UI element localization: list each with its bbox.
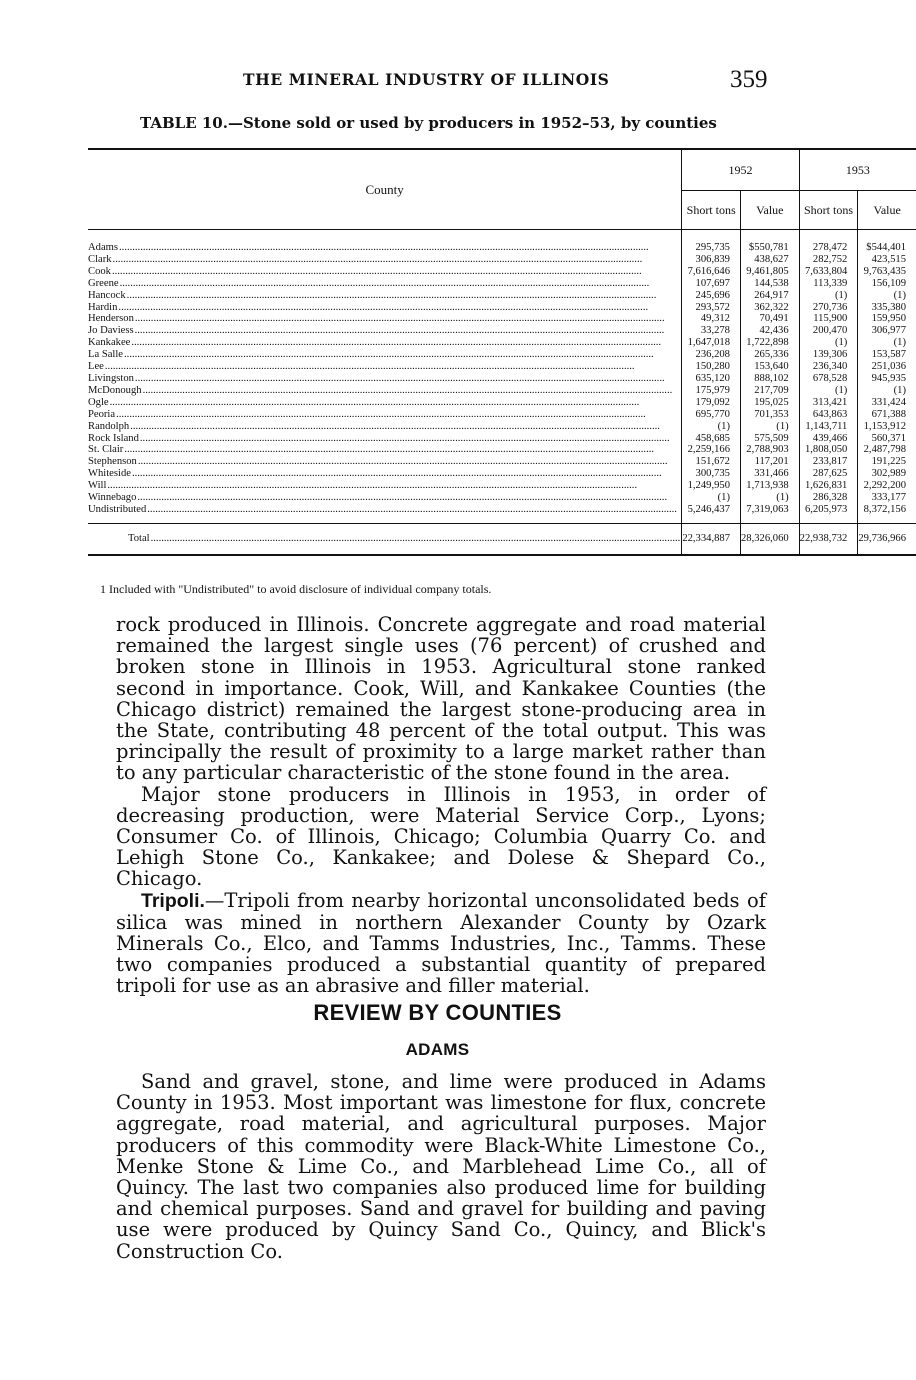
county-subheading: ADAMS xyxy=(405,1040,470,1059)
table-body xyxy=(88,230,916,555)
subheader-value-1952: Value xyxy=(740,191,799,230)
cell-t1953: 233,817 xyxy=(799,456,858,468)
table-row xyxy=(88,504,916,523)
table-row xyxy=(88,492,916,504)
cell-t1952: 300,735 xyxy=(682,468,741,480)
county-name: Stephenson........................................................................................................................................................................................................ xyxy=(88,456,668,468)
cell-v1953: $544,401 xyxy=(858,230,916,254)
review-paragraph-adams: Sand and gravel, stone, and lime were produced in Adams County in 1953. Most important was limestone for flux, concrete aggregate, road material, and agricultural purposes. Major producers of this commodity were Black-White Limestone Co., Menke Stone & Lime Co., and Marblehead Lime Co., all of Quincy. The last two companies also produced lime for building and chemical purposes. Sand and gravel for building and paving use were produced by Quincy Sand Co., Quincy, and Blick's Construction Co. xyxy=(116,1070,766,1263)
cell-t1953: 643,863 xyxy=(799,409,858,421)
cell-v1953: 945,935 xyxy=(858,373,916,385)
total-t1952: 22,334,887 xyxy=(682,523,741,555)
table-title: TABLE 10.—Stone sold or used by producers in 1952–53, by counties xyxy=(140,114,717,132)
table-row xyxy=(88,254,916,266)
total-t1953: 22,938,732 xyxy=(799,523,858,555)
cell-v1952: 70,491 xyxy=(740,313,799,325)
cell-v1953: 9,763,435 xyxy=(858,266,916,278)
table-row xyxy=(88,409,916,421)
cell-t1952: 33,278 xyxy=(682,325,741,337)
stone-table xyxy=(88,148,916,556)
cell-v1952: 331,466 xyxy=(740,468,799,480)
table-footnote: 1 Included with "Undistributed" to avoid disclosure of individual company totals. xyxy=(100,582,492,596)
cell-t1953: 1,626,831 xyxy=(799,480,858,492)
cell-t1952: 295,735 xyxy=(682,230,741,254)
cell-v1953: 153,587 xyxy=(858,349,916,361)
cell-t1952: 150,280 xyxy=(682,361,741,373)
cell-v1952: (1) xyxy=(740,421,799,433)
cell-t1952: (1) xyxy=(682,421,741,433)
cell-v1953: (1) xyxy=(858,290,916,302)
cell-v1953: 159,950 xyxy=(858,313,916,325)
table-row xyxy=(88,266,916,278)
county-name: McDonough........................................................................................................................................................................................................ xyxy=(88,384,673,396)
cell-t1953: 113,339 xyxy=(799,278,858,290)
review-text xyxy=(116,1071,766,1262)
body-paragraph-1: rock produced in Illinois. Concrete aggregate and road material remained the largest single uses (76 percent) of crushed and broken stone in Illinois in 1953. Agricultural stone ranked second in importance. Cook, Will, and Kankakee Counties (the Chicago district) remained the largest stone-producing area in the State, contributing 48 percent of the total output. This was principally the result of proximity to a large market rather than to any particular characteristic of the stone found in the area. xyxy=(116,613,766,785)
county-name: Ogle........................................................................................................................................................................................................ xyxy=(88,396,640,408)
cell-v1953: 2,487,798 xyxy=(858,444,916,456)
cell-v1953: 423,515 xyxy=(858,254,916,266)
total-v1952: 28,326,060 xyxy=(740,523,799,555)
county-name: Undistributed........................................................................................................................................................................................................ xyxy=(88,503,677,515)
cell-t1953: 439,466 xyxy=(799,433,858,445)
table-row xyxy=(88,325,916,337)
cell-t1953: 282,752 xyxy=(799,254,858,266)
body-text xyxy=(116,614,766,997)
table-row xyxy=(88,349,916,361)
cell-v1952: 144,538 xyxy=(740,278,799,290)
table-row xyxy=(88,421,916,433)
cell-t1952: 306,839 xyxy=(682,254,741,266)
total-v1953: 29,736,966 xyxy=(858,523,916,555)
county-name: Rock Island........................................................................................................................................................................................................ xyxy=(88,432,670,444)
cell-t1953: 287,625 xyxy=(799,468,858,480)
cell-t1952: 2,259,166 xyxy=(682,444,741,456)
table-row xyxy=(88,313,916,325)
table-row xyxy=(88,468,916,480)
cell-v1953: 560,371 xyxy=(858,433,916,445)
cell-t1953: 286,328 xyxy=(799,492,858,504)
tripoli-lead: Tripoli. xyxy=(141,889,205,912)
cell-t1953: (1) xyxy=(799,290,858,302)
cell-t1953: 6,205,973 xyxy=(799,504,858,523)
county-name: Lee........................................................................................................................................................................................................ xyxy=(88,361,635,373)
cell-v1953: 333,177 xyxy=(858,492,916,504)
cell-t1953: 1,143,711 xyxy=(799,421,858,433)
cell-t1953: 139,306 xyxy=(799,349,858,361)
cell-v1953: (1) xyxy=(858,385,916,397)
cell-v1952: 264,917 xyxy=(740,290,799,302)
county-name: Livingston........................................................................................................................................................................................................ xyxy=(88,372,665,384)
cell-t1953: 7,633,804 xyxy=(799,266,858,278)
body-paragraph-2: Major stone producers in Illinois in 1953, in order of decreasing production, were Material Service Corp., Lyons; Consumer Co. of Illinois, Chicago; Columbia Quarry Co. and Lehigh Stone Co., Kankakee; and Dolese & Shepard Co., Chicago. xyxy=(116,782,766,891)
cell-v1953: 331,424 xyxy=(858,397,916,409)
cell-v1953: (1) xyxy=(858,337,916,349)
cell-v1952: 195,025 xyxy=(740,397,799,409)
cell-t1952: 175,979 xyxy=(682,385,741,397)
cell-v1953: 8,372,156 xyxy=(858,504,916,523)
cell-t1953: 1,808,050 xyxy=(799,444,858,456)
table-row xyxy=(88,290,916,302)
table-row xyxy=(88,444,916,456)
cell-v1953: 306,977 xyxy=(858,325,916,337)
cell-v1952: 117,201 xyxy=(740,456,799,468)
county-name: Hardin........................................................................................................................................................................................................ xyxy=(88,301,649,313)
cell-v1952: 1,713,938 xyxy=(740,480,799,492)
running-head xyxy=(0,66,875,94)
county-name: Greene........................................................................................................................................................................................................ xyxy=(88,277,650,289)
table-row xyxy=(88,230,916,254)
table-row xyxy=(88,337,916,349)
county-name: Kankakee........................................................................................................................................................................................................ xyxy=(88,337,662,349)
cell-v1952: 42,436 xyxy=(740,325,799,337)
table-row xyxy=(88,302,916,314)
cell-t1952: 49,312 xyxy=(682,313,741,325)
cell-t1952: 179,092 xyxy=(682,397,741,409)
year-header-1953: 1953 xyxy=(799,149,916,191)
cell-v1952: 2,788,903 xyxy=(740,444,799,456)
table-row xyxy=(88,397,916,409)
cell-v1952: $550,781 xyxy=(740,230,799,254)
county-name: Cook........................................................................................................................................................................................................ xyxy=(88,265,642,277)
year-header-1952: 1952 xyxy=(682,149,799,191)
cell-t1953: 313,421 xyxy=(799,397,858,409)
county-name: Will........................................................................................................................................................................................................ xyxy=(88,480,638,492)
county-name: St. Clair........................................................................................................................................................................................................ xyxy=(88,444,655,456)
county-name: Randolph........................................................................................................................................................................................................ xyxy=(88,420,660,432)
cell-v1952: (1) xyxy=(740,492,799,504)
cell-v1952: 701,353 xyxy=(740,409,799,421)
county-name: Adams........................................................................................................................................................................................................ xyxy=(88,242,649,253)
cell-v1953: 302,989 xyxy=(858,468,916,480)
cell-v1952: 438,627 xyxy=(740,254,799,266)
section-heading: REVIEW BY COUNTIES xyxy=(313,1000,562,1025)
cell-t1952: 458,685 xyxy=(682,433,741,445)
county-name: Jo Daviess........................................................................................................................................................................................................ xyxy=(88,325,665,337)
cell-v1953: 1,153,912 xyxy=(858,421,916,433)
table-row xyxy=(88,385,916,397)
table-row xyxy=(88,361,916,373)
cell-v1953: 671,388 xyxy=(858,409,916,421)
cell-t1953: (1) xyxy=(799,337,858,349)
cell-t1953: 236,340 xyxy=(799,361,858,373)
cell-t1952: 695,770 xyxy=(682,409,741,421)
cell-t1953: 278,472 xyxy=(799,230,858,254)
cell-t1952: 1,647,018 xyxy=(682,337,741,349)
subheader-short-tons-1953: Short tons xyxy=(799,191,858,230)
cell-v1952: 153,640 xyxy=(740,361,799,373)
cell-v1953: 2,292,200 xyxy=(858,480,916,492)
cell-v1952: 575,509 xyxy=(740,433,799,445)
table-row xyxy=(88,373,916,385)
cell-v1952: 1,722,898 xyxy=(740,337,799,349)
cell-t1952: 1,249,950 xyxy=(682,480,741,492)
cell-t1953: (1) xyxy=(799,385,858,397)
subheader-short-tons-1952: Short tons xyxy=(682,191,741,230)
cell-v1953: 191,225 xyxy=(858,456,916,468)
subheader-value-1953: Value xyxy=(858,191,916,230)
cell-t1953: 115,900 xyxy=(799,313,858,325)
county-name: La Salle........................................................................................................................................................................................................ xyxy=(88,349,654,361)
cell-t1952: 7,616,646 xyxy=(682,266,741,278)
cell-t1952: 245,696 xyxy=(682,290,741,302)
cell-t1953: 200,470 xyxy=(799,325,858,337)
county-header: County xyxy=(88,149,682,230)
cell-v1953: 156,109 xyxy=(858,278,916,290)
page-number: 359 xyxy=(730,66,768,93)
table-row xyxy=(88,480,916,492)
cell-v1952: 265,336 xyxy=(740,349,799,361)
running-title: THE MINERAL INDUSTRY OF ILLINOIS xyxy=(243,70,610,89)
cell-v1953: 251,036 xyxy=(858,361,916,373)
cell-v1952: 888,102 xyxy=(740,373,799,385)
county-name: Henderson........................................................................................................................................................................................................ xyxy=(88,313,665,325)
cell-t1953: 678,528 xyxy=(799,373,858,385)
cell-t1952: 107,697 xyxy=(682,278,741,290)
cell-t1952: 293,572 xyxy=(682,302,741,314)
total-label: Total........................................................................................................................................................................................................ xyxy=(88,523,682,555)
tripoli-text: —Tripoli from nearby horizontal unconsolidated beds of silica was mined in northern Alexander County by Ozark Minerals Co., Elco, and Tamms Industries, Inc., Tamms. These two companies produced a substantial quantity of prepared tripoli for use as an abrasive and filler material. xyxy=(116,888,766,998)
table-row xyxy=(88,433,916,445)
cell-v1952: 9,461,805 xyxy=(740,266,799,278)
county-name: Winnebago........................................................................................................................................................................................................ xyxy=(88,492,668,504)
cell-t1953: 270,736 xyxy=(799,302,858,314)
cell-t1952: (1) xyxy=(682,492,741,504)
total-row xyxy=(88,523,916,555)
county-name: Hancock........................................................................................................................................................................................................ xyxy=(88,289,657,301)
county-name: Peoria........................................................................................................................................................................................................ xyxy=(88,408,646,420)
cell-t1952: 236,208 xyxy=(682,349,741,361)
cell-t1952: 635,120 xyxy=(682,373,741,385)
cell-t1952: 151,672 xyxy=(682,456,741,468)
cell-v1952: 7,319,063 xyxy=(740,504,799,523)
table-row xyxy=(88,278,916,290)
cell-t1952: 5,246,437 xyxy=(682,504,741,523)
body-paragraph-3 xyxy=(116,890,766,997)
cell-v1952: 217,709 xyxy=(740,385,799,397)
table-row xyxy=(88,456,916,468)
county-name: Whiteside........................................................................................................................................................................................................ xyxy=(88,468,662,480)
cell-v1953: 335,380 xyxy=(858,302,916,314)
cell-v1952: 362,322 xyxy=(740,302,799,314)
county-name: Clark........................................................................................................................................................................................................ xyxy=(88,253,643,265)
